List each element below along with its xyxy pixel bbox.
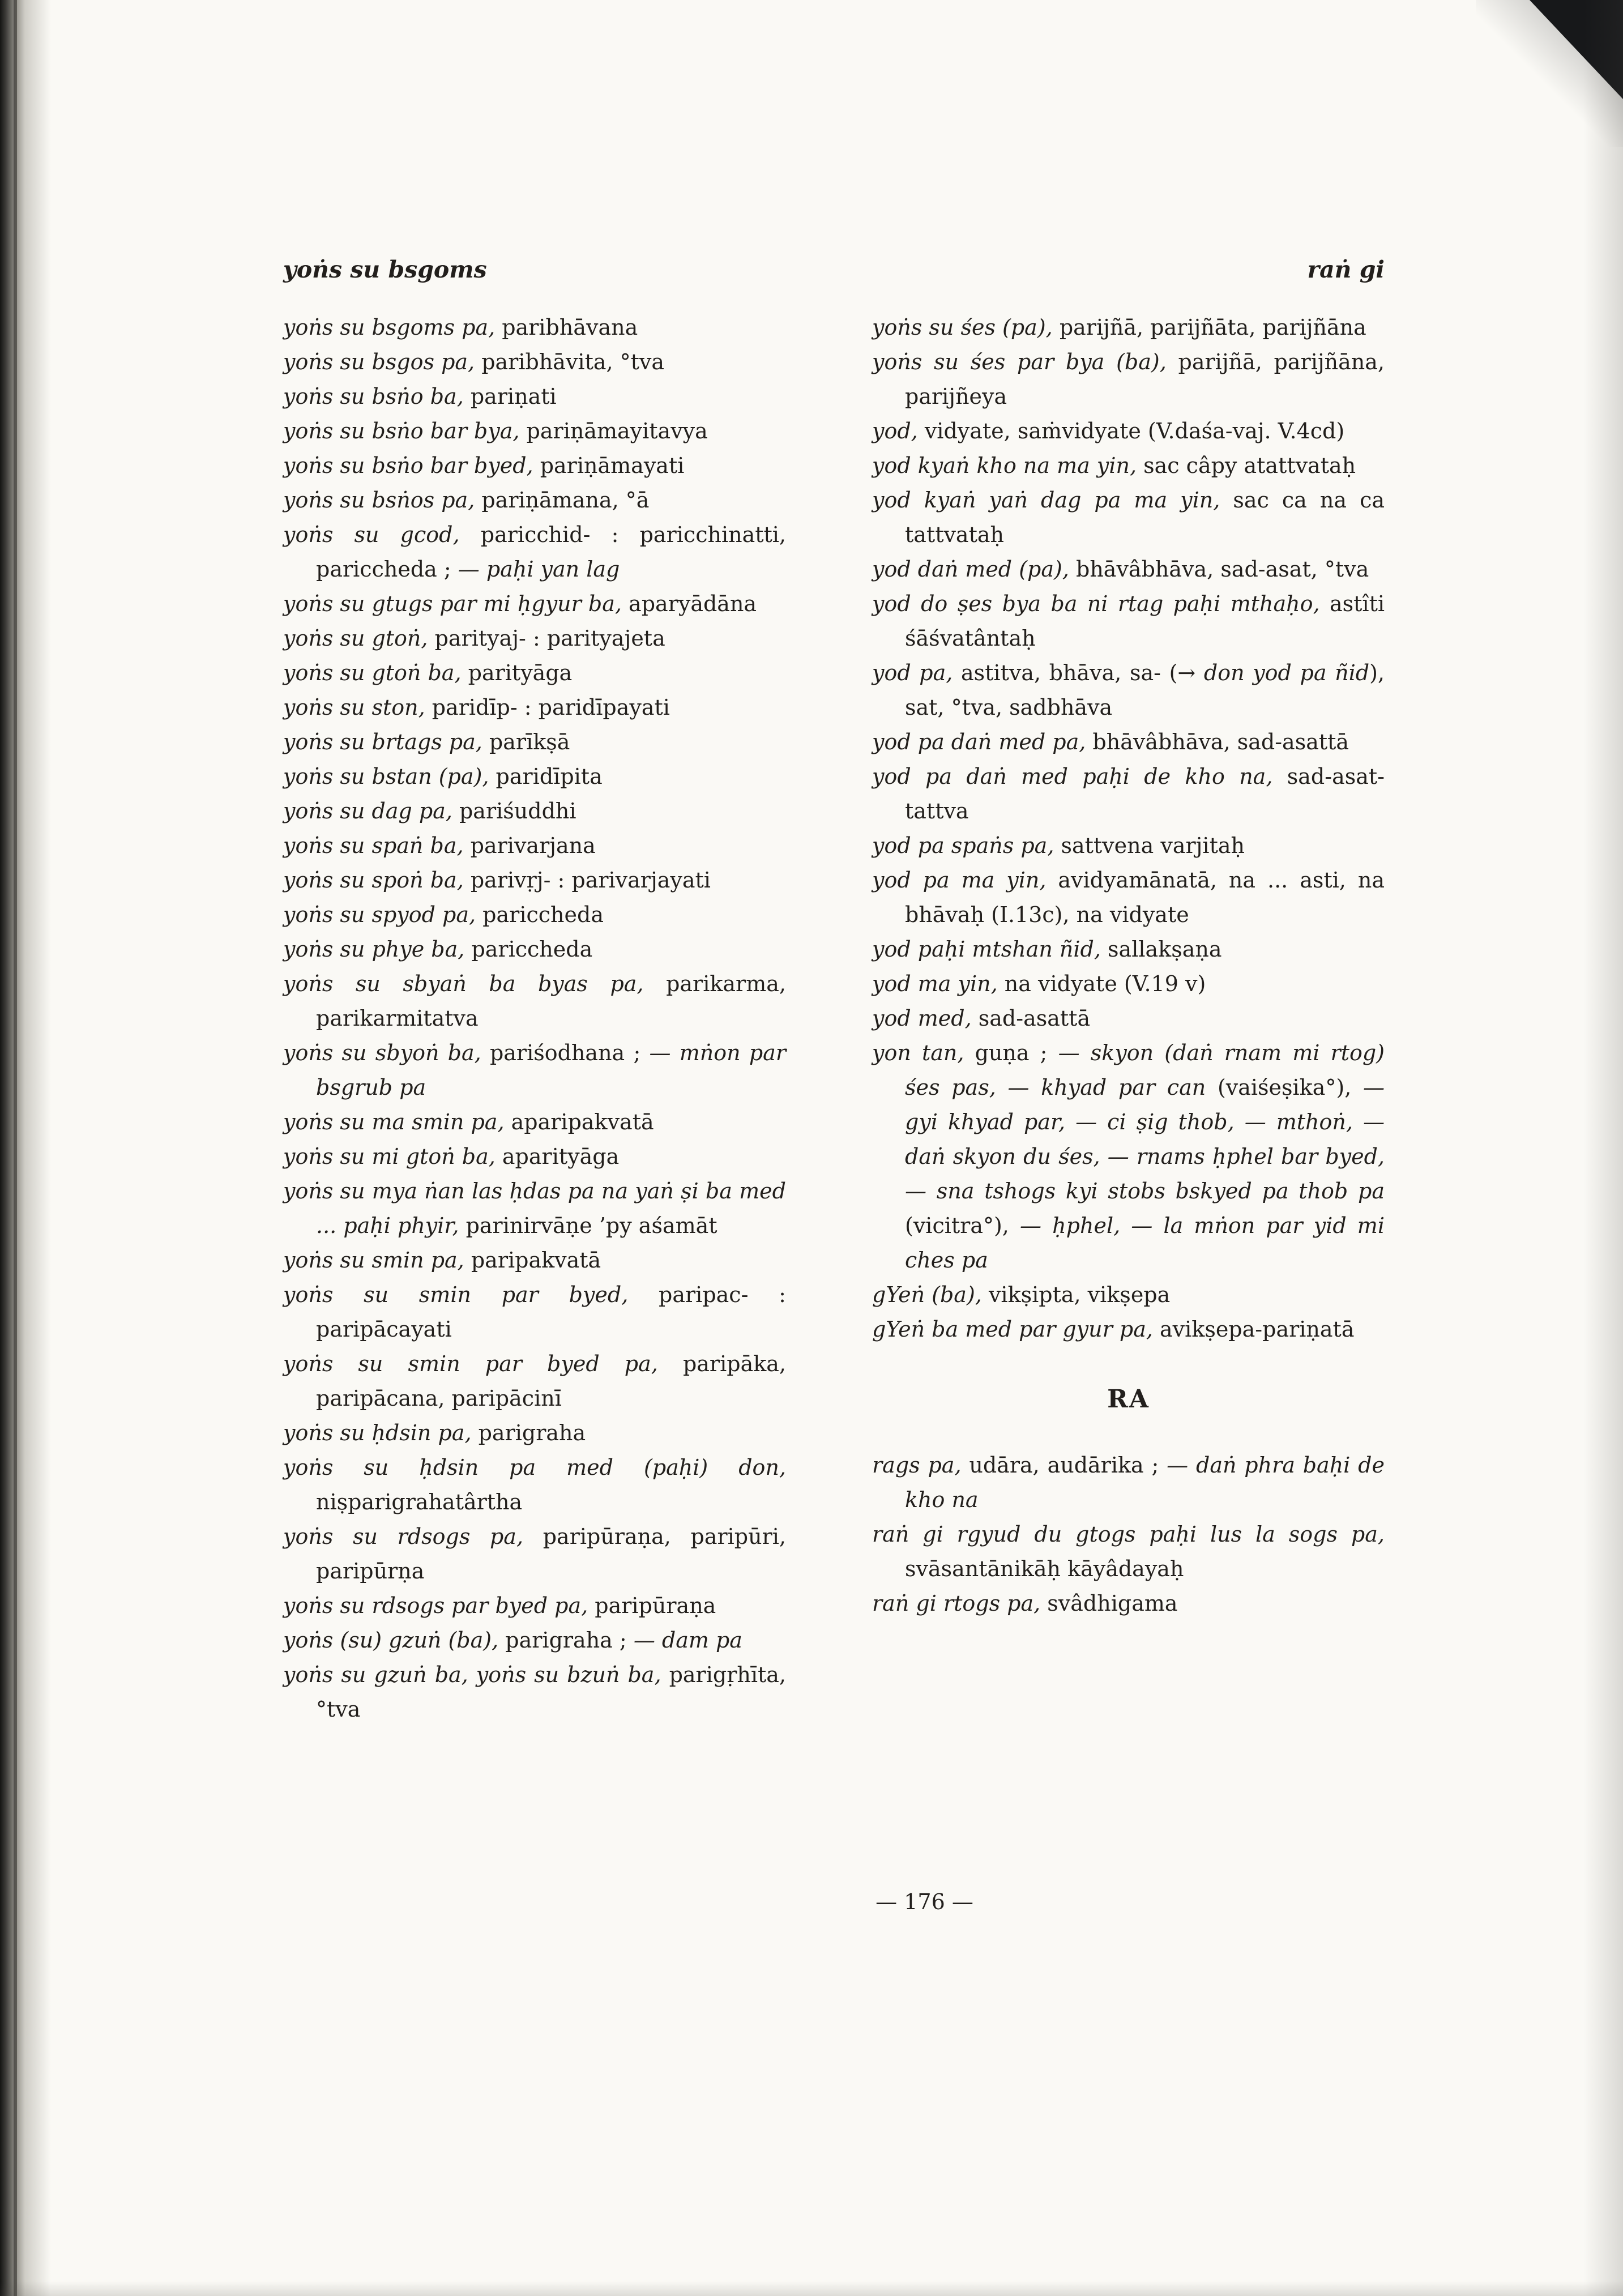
sanskrit-gloss: pariśuddhi xyxy=(459,799,576,823)
sanskrit-gloss: paripāka, paripācana, paripācinī xyxy=(316,1351,786,1411)
tibetan-term: yoṅs su smin par byed pa, xyxy=(283,1351,683,1376)
dictionary-entry xyxy=(283,829,786,863)
dictionary-entry xyxy=(872,587,1385,656)
dictionary-entry xyxy=(283,483,786,518)
sanskrit-gloss: aparyādāna xyxy=(629,591,757,616)
tibetan-term: yoṅs su bsgoms pa, xyxy=(283,315,502,340)
sanskrit-gloss: parinirvāṇe ’py aśamāt xyxy=(465,1213,717,1238)
dictionary-entry xyxy=(872,863,1385,932)
tibetan-term: yoṅs su śes par bya (ba), xyxy=(872,349,1178,374)
tibetan-term: yod kyaṅ yaṅ dag pa ma yin, xyxy=(872,488,1233,513)
tibetan-term: yod pa ma yin, xyxy=(872,868,1058,893)
sanskrit-gloss: parivṛj- : parivarjayati xyxy=(470,868,711,893)
dictionary-entry xyxy=(283,1036,786,1105)
tibetan-term: yoṅs su mi gtoṅ ba, xyxy=(283,1144,502,1169)
dictionary-entry xyxy=(283,414,786,449)
sanskrit-gloss: paridīpita xyxy=(496,764,603,789)
sanskrit-gloss: guṇa ; xyxy=(975,1040,1058,1065)
sanskrit-gloss: parityaj- : parityajeta xyxy=(434,626,665,651)
tibetan-term: yoṅs su bsgos pa, xyxy=(283,349,482,374)
sanskrit-gloss: parigraha ; xyxy=(505,1628,634,1653)
tibetan-term: yoṅs (su) gzuṅ (ba), xyxy=(283,1628,506,1653)
dictionary-entry xyxy=(872,1517,1385,1586)
tibetan-term: yoṅs su ston, xyxy=(283,695,432,720)
sanskrit-gloss: svâdhigama xyxy=(1047,1591,1178,1616)
sanskrit-gloss: (vicitra°), xyxy=(905,1213,1020,1238)
tibetan-term: yod kyaṅ kho na ma yin, xyxy=(872,453,1144,478)
tibetan-term: yoṅs su sbyaṅ ba byas pa, xyxy=(283,971,667,996)
tibetan-term: yoṅs su gtoṅ ba, xyxy=(283,660,468,685)
sanskrit-gloss: vidyate, saṁvidyate (V.daśa-vaj. V.4cd) xyxy=(924,419,1345,443)
binding-shadow xyxy=(0,0,51,2296)
tibetan-term: yod med, xyxy=(872,1006,979,1031)
tibetan-term: yod do ṣes bya ba ni rtag paḥi mthaḥo, xyxy=(872,591,1330,616)
tibetan-term: — dam pa xyxy=(633,1628,742,1653)
sanskrit-gloss: parikarma, parikarmitatva xyxy=(316,971,786,1031)
sanskrit-gloss: avikṣepa-pariṇatā xyxy=(1160,1317,1355,1342)
tibetan-term: yoṅs su ḥdsin pa med (paḥi) don, xyxy=(283,1455,786,1480)
tibetan-term: — ḥphel, — la mṅon par yid mi ches pa xyxy=(905,1213,1385,1273)
sanskrit-gloss: paridīp- : paridīpayati xyxy=(432,695,670,720)
sanskrit-gloss: svāsantānikāḥ kāyâdayaḥ xyxy=(905,1556,1184,1581)
dictionary-entry xyxy=(283,1416,786,1450)
dictionary-entry xyxy=(283,1658,786,1727)
dictionary-entry xyxy=(283,1589,786,1623)
right-edge-shadow xyxy=(1583,0,1623,2296)
sanskrit-gloss: pariṇāmana, °ā xyxy=(481,488,650,513)
tibetan-term: yod daṅ med (pa), xyxy=(872,557,1076,582)
dictionary-entry xyxy=(283,1174,786,1243)
dictionary-entry xyxy=(872,656,1385,725)
tibetan-term: yoṅs su rdsogs par byed pa, xyxy=(283,1593,595,1618)
tibetan-term: yod pa daṅ med paḥi de kho na, xyxy=(872,764,1287,789)
dictionary-entry xyxy=(283,863,786,898)
dictionary-entry xyxy=(283,1243,786,1278)
tibetan-term: yoṅs su dag pa, xyxy=(283,799,459,823)
sanskrit-gloss: paribhāvita, °tva xyxy=(481,349,665,374)
sanskrit-gloss: paribhāvana xyxy=(502,315,638,340)
dictionary-entry xyxy=(283,345,786,379)
sanskrit-gloss: sattvena varjitaḥ xyxy=(1061,833,1245,858)
dictionary-entry xyxy=(283,794,786,829)
binding-crease-line xyxy=(14,0,17,2296)
sanskrit-gloss: sad-asat-tattva xyxy=(905,764,1385,823)
dictionary-entry xyxy=(283,1623,786,1658)
section-heading: RA xyxy=(1107,1385,1150,1414)
tibetan-term: yoṅs su spyod pa, xyxy=(283,902,483,927)
dictionary-entry xyxy=(872,345,1385,414)
tibetan-term: yoṅs su gtugs par mi ḥgyur ba, xyxy=(283,591,629,616)
tibetan-term: yod pa daṅ med pa, xyxy=(872,729,1093,754)
dictionary-entry xyxy=(283,898,786,932)
sanskrit-gloss: aparipakvatā xyxy=(511,1109,654,1134)
sanskrit-gloss: bhāvâbhāva, sad-asattā xyxy=(1092,729,1349,754)
tibetan-term: yoṅs su bstan (pa), xyxy=(283,764,496,789)
tibetan-term: yod, xyxy=(872,419,925,443)
dictionary-entry xyxy=(872,1036,1385,1278)
sanskrit-gloss: ), sat, °tva, sadbhāva xyxy=(905,660,1385,720)
tibetan-term: raṅ gi rtogs pa, xyxy=(872,1591,1048,1616)
tibetan-term: yoṅs su ma smin pa, xyxy=(283,1109,511,1134)
tibetan-term: yoṅs su smin par byed, xyxy=(283,1282,659,1307)
tibetan-term: yoṅs su gzuṅ ba, yoṅs su bzuṅ ba, xyxy=(283,1662,669,1687)
sanskrit-gloss: sallakṣaṇa xyxy=(1108,937,1222,962)
tibetan-term: yod ma yin, xyxy=(872,971,1005,996)
tibetan-term: — mṅon par bsgrub pa xyxy=(316,1040,786,1100)
sanskrit-gloss: na vidyate (V.19 v) xyxy=(1004,971,1206,996)
sanskrit-gloss: avidyamānatā, na ... asti, na bhāvaḥ (I.13c), na vidyate xyxy=(905,868,1385,927)
sanskrit-gloss: pariṇāmayati xyxy=(540,453,685,478)
sanskrit-gloss: parityāga xyxy=(468,660,573,685)
sanskrit-gloss: parigṛhīta, °tva xyxy=(316,1662,786,1722)
tibetan-term: — skyon (daṅ rnam mi rtog) śes pas, — khyad par can xyxy=(905,1040,1385,1100)
sanskrit-gloss: paripac- : paripācayati xyxy=(316,1282,786,1342)
sanskrit-gloss: sac ca na ca tattvataḥ xyxy=(905,488,1385,547)
tibetan-term: yoṅs su phye ba, xyxy=(283,937,472,962)
tibetan-term: yoṅs su mya ṅan las ḥdas pa na yaṅ ṣi ba med ... paḥi phyir, xyxy=(283,1179,786,1238)
dictionary-entry xyxy=(283,967,786,1036)
running-head-right: raṅ gi xyxy=(1307,256,1385,283)
right-column xyxy=(872,310,1385,1727)
sanskrit-gloss: bhāvâbhāva, sad-asat, °tva xyxy=(1076,557,1369,582)
running-heads xyxy=(283,255,1385,284)
dictionary-entry xyxy=(283,690,786,725)
sanskrit-gloss: sac câpy atattvataḥ xyxy=(1143,453,1356,478)
sanskrit-gloss: vikṣipta, vikṣepa xyxy=(988,1282,1171,1307)
sanskrit-gloss: paripūraṇa xyxy=(595,1593,716,1618)
tibetan-term: yoṅs su śes (pa), xyxy=(872,315,1060,340)
sanskrit-gloss: paricchid- : paricchinatti, pariccheda ; xyxy=(316,522,786,582)
dictionary-entry xyxy=(283,310,786,345)
sanskrit-gloss: parivarjana xyxy=(470,833,596,858)
dictionary-entry xyxy=(283,1278,786,1347)
dictionary-entry xyxy=(872,1001,1385,1036)
sanskrit-gloss: parigraha xyxy=(478,1420,586,1445)
sanskrit-gloss: astîti śāśvatântaḥ xyxy=(905,591,1385,651)
tibetan-term: — paḥi yan lag xyxy=(458,557,620,582)
tibetan-term: yoṅs su smin pa, xyxy=(283,1248,471,1273)
tibetan-term: yon tan, xyxy=(872,1040,975,1065)
sanskrit-gloss: paripakvatā xyxy=(471,1248,601,1273)
dictionary-entry xyxy=(872,414,1385,449)
dictionary-entry xyxy=(283,1520,786,1589)
tibetan-term: yoṅs su bsṅo bar bya, xyxy=(283,419,527,443)
left-column xyxy=(283,310,786,1727)
tibetan-term: — gyi khyad par, — ci ṣig thob, — mthoṅ, — daṅ skyon du śes, — rnams ḥphel bar byed, — sna tshogs kyi stobs bskyed pa thob pa xyxy=(905,1075,1385,1204)
tibetan-term: yoṅs su brtags pa, xyxy=(283,729,489,754)
sanskrit-gloss: udāra, audārika ; xyxy=(969,1453,1167,1478)
dictionary-entry xyxy=(872,449,1385,483)
text-columns xyxy=(283,310,1385,1727)
tibetan-term: yoṅs su gcod, xyxy=(283,522,481,547)
sanskrit-gloss: pariṇāmayitavya xyxy=(526,419,708,443)
tibetan-term: yoṅs su spaṅ ba, xyxy=(283,833,471,858)
running-head-left: yoṅs su bsgoms xyxy=(283,256,487,283)
dictionary-entry xyxy=(283,518,786,587)
tibetan-term: — daṅ phra baḥi de kho na xyxy=(905,1453,1385,1512)
dictionary-entry xyxy=(872,725,1385,759)
dictionary-entry xyxy=(872,932,1385,967)
dictionary-entry xyxy=(283,759,786,794)
tibetan-term: gYeṅ ba med par gyur pa, xyxy=(872,1317,1160,1342)
sanskrit-gloss: sad-asattā xyxy=(978,1006,1091,1031)
dictionary-entry xyxy=(872,1586,1385,1621)
sanskrit-gloss: aparityāga xyxy=(502,1144,620,1169)
dictionary-entry xyxy=(872,483,1385,552)
tibetan-term: yoṅs su bsṅo bar byed, xyxy=(283,453,540,478)
tibetan-term: yod paḥi mtshan ñid, xyxy=(872,937,1108,962)
dictionary-entry xyxy=(283,1450,786,1520)
dictionary-entry xyxy=(283,379,786,414)
dictionary-entry xyxy=(283,1347,786,1416)
corner-shadow xyxy=(1476,0,1623,147)
sanskrit-gloss: parīkṣā xyxy=(489,729,570,754)
tibetan-term: yod pa, xyxy=(872,660,961,685)
dictionary-entry xyxy=(283,1105,786,1140)
tibetan-term: rags pa, xyxy=(872,1453,969,1478)
tibetan-term: gYeṅ (ba), xyxy=(872,1282,989,1307)
sanskrit-gloss: niṣparigrahatârtha xyxy=(316,1490,523,1514)
tibetan-term: yoṅs su bsṅos pa, xyxy=(283,488,482,513)
dictionary-entry xyxy=(283,932,786,967)
sanskrit-gloss: (vaiśeṣika°), xyxy=(1217,1075,1363,1100)
tibetan-term: yoṅs su spoṅ ba, xyxy=(283,868,471,893)
dictionary-entry xyxy=(872,967,1385,1001)
dictionary-entry xyxy=(872,1278,1385,1312)
sanskrit-gloss: paripūraṇa, paripūri, paripūrṇa xyxy=(316,1524,787,1584)
dictionary-entry xyxy=(872,1312,1385,1347)
sanskrit-gloss: parijñā, parijñāta, parijñāna xyxy=(1059,315,1366,340)
dictionary-entry xyxy=(283,449,786,483)
dictionary-entry xyxy=(283,656,786,690)
tibetan-term: yoṅs su bsṅo ba, xyxy=(283,384,471,409)
dictionary-entry xyxy=(872,829,1385,863)
sanskrit-gloss: parijñā, parijñāna, parijñeya xyxy=(905,349,1385,409)
tibetan-term: yod pa spaṅs pa, xyxy=(872,833,1061,858)
sanskrit-gloss: pariccheda xyxy=(471,937,593,962)
tibetan-term: yoṅs su gtoṅ, xyxy=(283,626,435,651)
page-corner-fold xyxy=(1530,0,1623,99)
bottom-edge-shadow xyxy=(0,2281,1623,2296)
dictionary-entry xyxy=(283,621,786,656)
dictionary-entry xyxy=(283,725,786,759)
dictionary-entry xyxy=(872,759,1385,829)
sanskrit-gloss: pariṇati xyxy=(470,384,557,409)
tibetan-term: yoṅs su rdsogs pa, xyxy=(283,1524,543,1549)
dictionary-entry xyxy=(283,1140,786,1174)
dictionary-entry xyxy=(872,552,1385,587)
page-number: — 176 — xyxy=(875,1889,973,1914)
tibetan-term: yoṅs su ḥdsin pa, xyxy=(283,1420,479,1445)
sanskrit-gloss: astitva, bhāva, sa- (→ xyxy=(961,660,1204,685)
dictionary-entry xyxy=(872,310,1385,345)
tibetan-term: don yod pa ñid xyxy=(1203,660,1370,685)
sanskrit-gloss: pariccheda xyxy=(482,902,604,927)
tibetan-term: yoṅs su sbyoṅ ba, xyxy=(283,1040,490,1065)
tibetan-term: raṅ gi rgyud du gtogs paḥi lus la sogs pa, xyxy=(872,1522,1385,1547)
dictionary-entry xyxy=(872,1448,1385,1517)
dictionary-entry xyxy=(283,587,786,621)
sanskrit-gloss: pariśodhana ; xyxy=(489,1040,650,1065)
